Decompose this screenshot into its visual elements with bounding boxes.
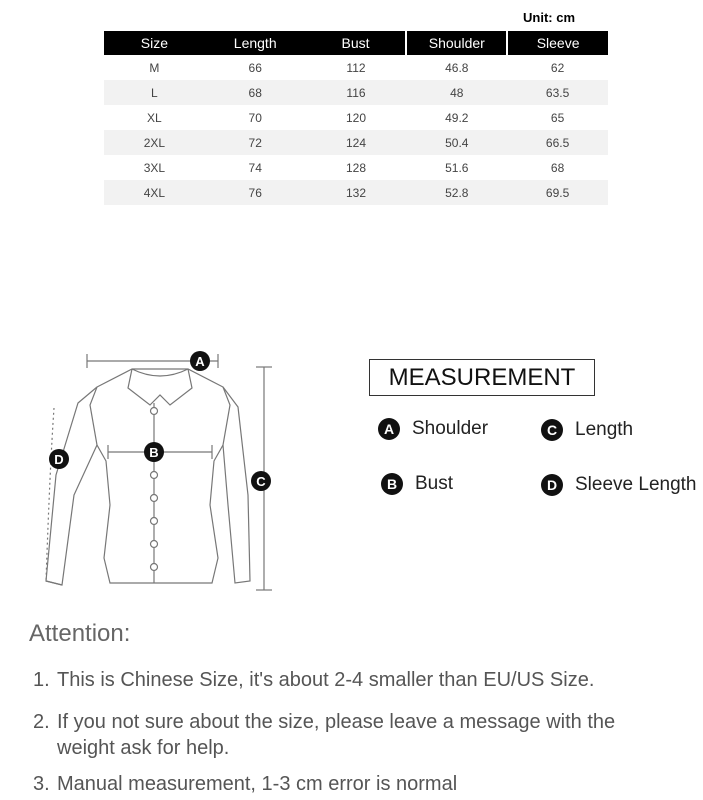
cell-bust: 132 — [306, 180, 407, 205]
cell-size: 4XL — [104, 180, 205, 205]
table-row — [104, 55, 608, 80]
note-item — [33, 709, 615, 761]
legend-label: Length — [575, 419, 634, 440]
cell-length: 74 — [248, 160, 262, 175]
cell-length: 72 — [205, 130, 306, 155]
cell-length: 70 — [248, 110, 262, 125]
shirt-outline — [90, 369, 230, 583]
marker-c-label: C — [256, 474, 266, 489]
marker-d — [49, 449, 69, 469]
header-length: Length — [205, 31, 306, 55]
table-row — [104, 180, 608, 205]
header-shoulder: Shoulder — [406, 31, 507, 55]
header-size: Size — [104, 31, 205, 55]
header-bust: Bust — [306, 31, 407, 55]
note-number: 1. — [33, 669, 50, 691]
marker-a-label: A — [195, 354, 205, 369]
cell-shoulder: 49.2 — [445, 110, 469, 125]
marker-b — [144, 442, 164, 462]
cell-bust: 112 — [346, 60, 366, 75]
legend-badge: C — [541, 419, 563, 441]
cell-sleeve: 63.5 — [507, 80, 608, 105]
note-text-continued: weight ask for help. — [57, 737, 230, 759]
cell-bust: 120 — [345, 110, 366, 125]
legend-item-bust — [381, 473, 453, 495]
cell-bust: 116 — [306, 80, 407, 105]
legend-item-length — [541, 419, 633, 441]
unit-label: Unit: cm — [523, 10, 575, 25]
cell-shoulder: 48 — [406, 80, 507, 105]
cell-length: 76 — [205, 180, 306, 205]
cell-shoulder: 52.8 — [406, 180, 507, 205]
cell-shoulder: 51.6 — [445, 160, 469, 175]
attention-title: Attention: — [29, 620, 131, 647]
cell-sleeve: 65 — [550, 110, 565, 125]
cell-sleeve: 69.5 — [507, 180, 608, 205]
legend-label: Bust — [415, 473, 454, 494]
header-sleeve: Sleeve — [507, 31, 608, 55]
cell-sleeve: 68 — [550, 160, 565, 175]
cell-size: M — [149, 60, 160, 75]
table-row — [104, 105, 608, 130]
cell-bust: 124 — [306, 130, 407, 155]
cell-size: 3XL — [143, 160, 166, 175]
note-text: If you not sure about the size, please leave a message with the — [57, 711, 616, 733]
note-item — [33, 667, 594, 693]
cell-shoulder: 50.4 — [406, 130, 507, 155]
cell-sleeve: 66.5 — [507, 130, 608, 155]
legend-label: Sleeve Length — [575, 474, 697, 495]
note-item — [33, 771, 457, 797]
cell-size: XL — [147, 110, 162, 125]
note-number: 2. — [33, 711, 50, 733]
note-text: Manual measurement, 1-3 cm error is normal — [57, 773, 458, 795]
marker-d-label: D — [54, 452, 64, 467]
cell-size: L — [104, 80, 205, 105]
marker-c — [251, 471, 271, 491]
cell-bust: 128 — [345, 160, 366, 175]
cell-sleeve: 62 — [550, 60, 565, 75]
table-row — [104, 155, 608, 180]
legend-badge: B — [381, 473, 403, 495]
legend-badge: A — [378, 418, 400, 440]
cell-length: 66 — [248, 60, 262, 75]
measurement-title: MEASUREMENT — [369, 359, 595, 396]
legend-item-sleeve-length — [541, 474, 697, 496]
cell-shoulder: 46.8 — [445, 60, 469, 75]
marker-a — [190, 351, 210, 371]
legend-item-shoulder — [378, 418, 488, 440]
shirt-measurement-diagram — [40, 345, 280, 600]
note-text: This is Chinese Size, it's about 2-4 smaller than EU/US Size. — [57, 669, 595, 691]
sleeve-dimension-line — [46, 408, 54, 581]
legend-label: Shoulder — [412, 418, 489, 439]
note-number: 3. — [33, 773, 50, 795]
marker-b-label: B — [149, 445, 159, 460]
size-table — [104, 31, 608, 205]
legend-badge: D — [541, 474, 563, 496]
cell-length: 68 — [205, 80, 306, 105]
table-header-row — [104, 31, 608, 55]
cell-size: 2XL — [104, 130, 205, 155]
table-row — [104, 80, 608, 105]
table-row — [104, 130, 608, 155]
